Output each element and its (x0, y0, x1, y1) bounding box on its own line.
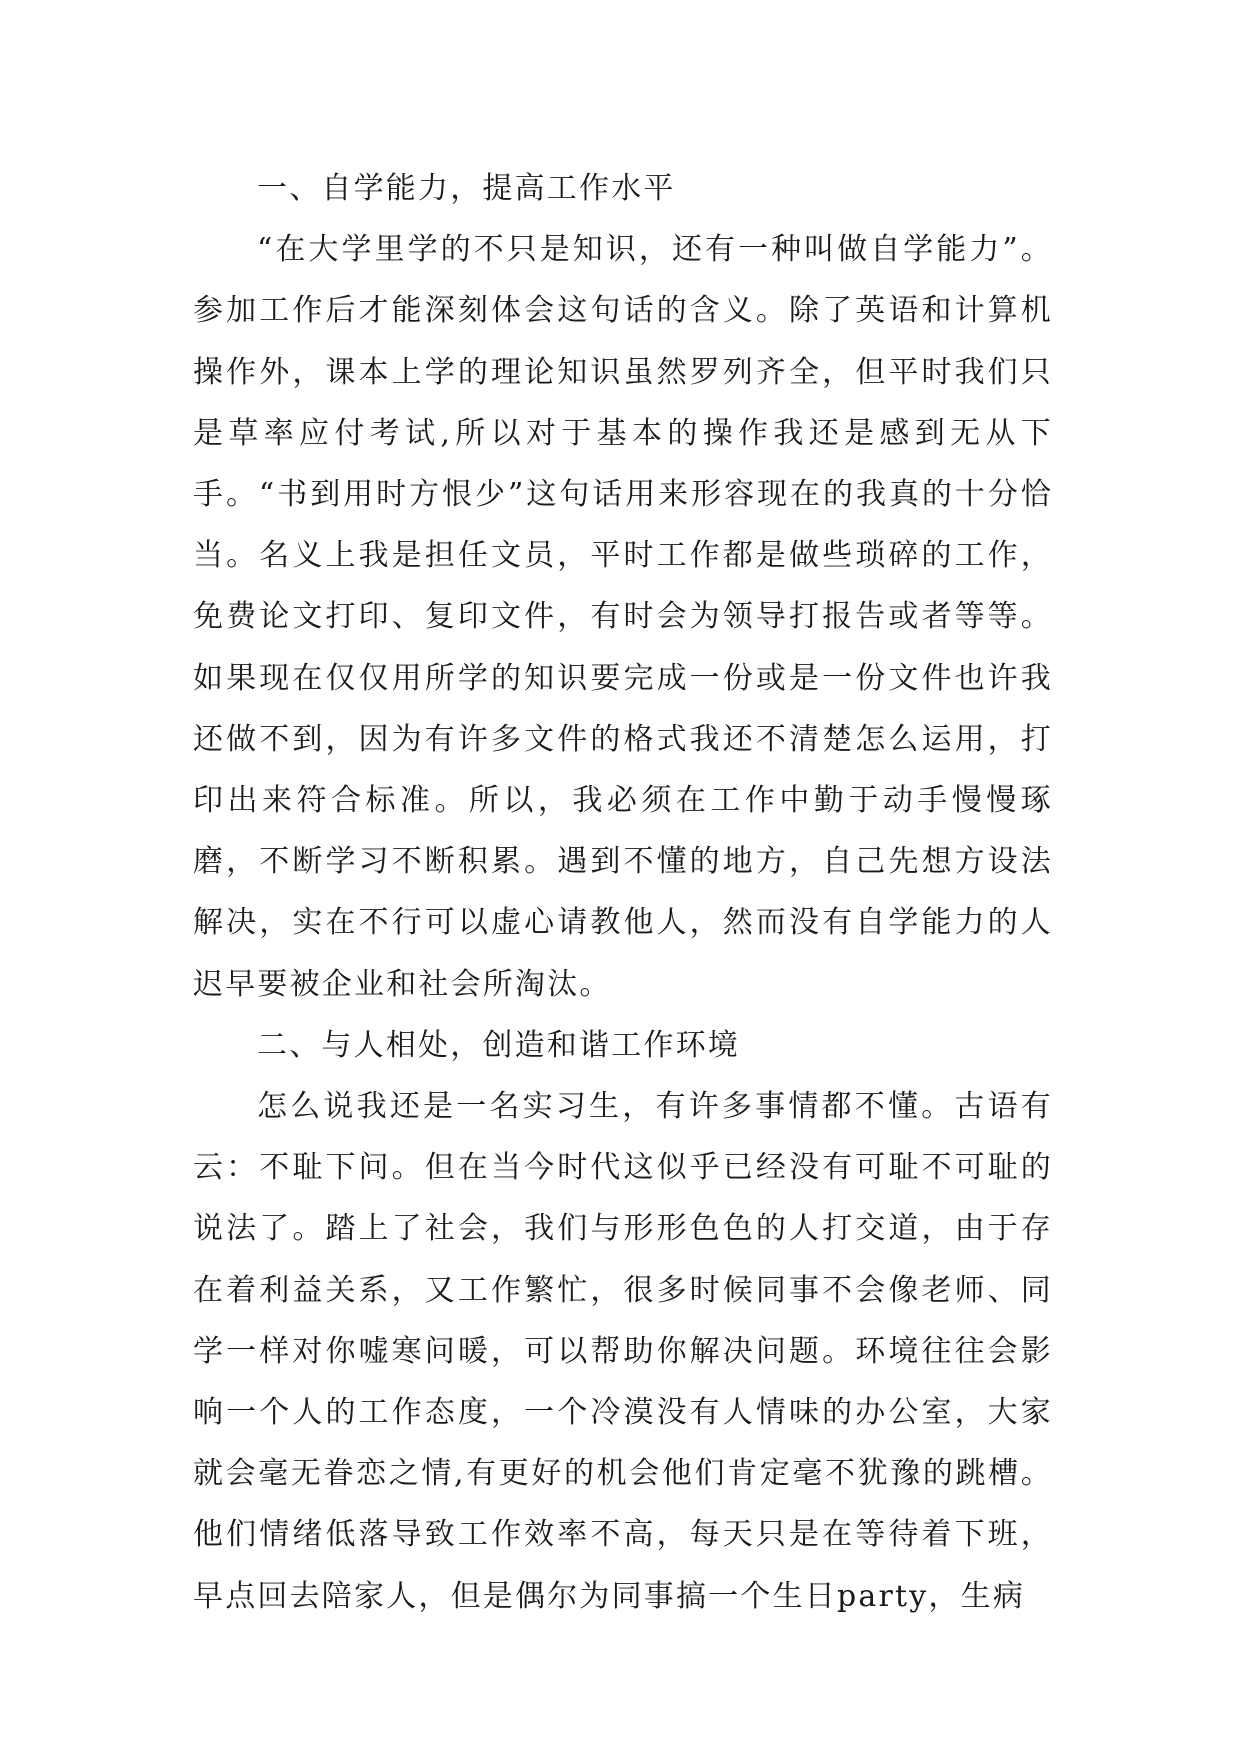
section-heading-2: 二、与人相处，创造和谐工作环境 (257, 1027, 740, 1063)
section-heading-1: 一、自学能力，提高工作水平 (257, 171, 676, 206)
section-paragraph-2: 怎么说我还是一名实习生，有许多事情都不懂。古语有云：不耻下问。但在当今时代这似乎已经没有可耻不可耻的说法了。踏上了社会，我们与形形色色的人打交道，由于存在着利益关系，又工作繁忙，很多时候同事不会像老师、同学一样对你嘘寒问暖，可以帮助你解决问题。环境往往会影响一个人的工作态度，一个冷漠没有人情味的办公室，大家就会毫无眷恋之情,有更好的机会他们肯定毫不犹豫的跳槽。他们情绪低落导致工作效率不高，每天只是在等待着下班，早点回去陪家人，但是偶尔为同事搞一个生日party，生病 (193, 1089, 1053, 1614)
document-body (193, 158, 1053, 1627)
section-paragraph-1: “在大学里学的不只是知识，还有一种叫做自学能力”。参加工作后才能深刻体会这句话的含义。除了英语和计算机操作外，课本上学的理论知识虽然罗列齐全，但平时我们只是草率应付考试,所以对于基本的操作我还是感到无从下手。“书到用时方恨少”这句话用来形容现在的我真的十分恰当。名义上我是担任文员，平时工作都是做些琐碎的工作，免费论文打印、复印文件，有时会为领导打报告或者等等。如果现在仅仅用所学的知识要完成一份或是一份文件也许我还做不到，因为有许多文件的格式我还不清楚怎么运用，打印出来符合标准。所以，我必须在工作中勤于动手慢慢琢磨，不断学习不断积累。遇到不懂的地方，自己先想方设法解决，实在不行可以虚心请教他人，然而没有自学能力的人迟早要被企业和社会所淘汰。 (193, 232, 1053, 1002)
